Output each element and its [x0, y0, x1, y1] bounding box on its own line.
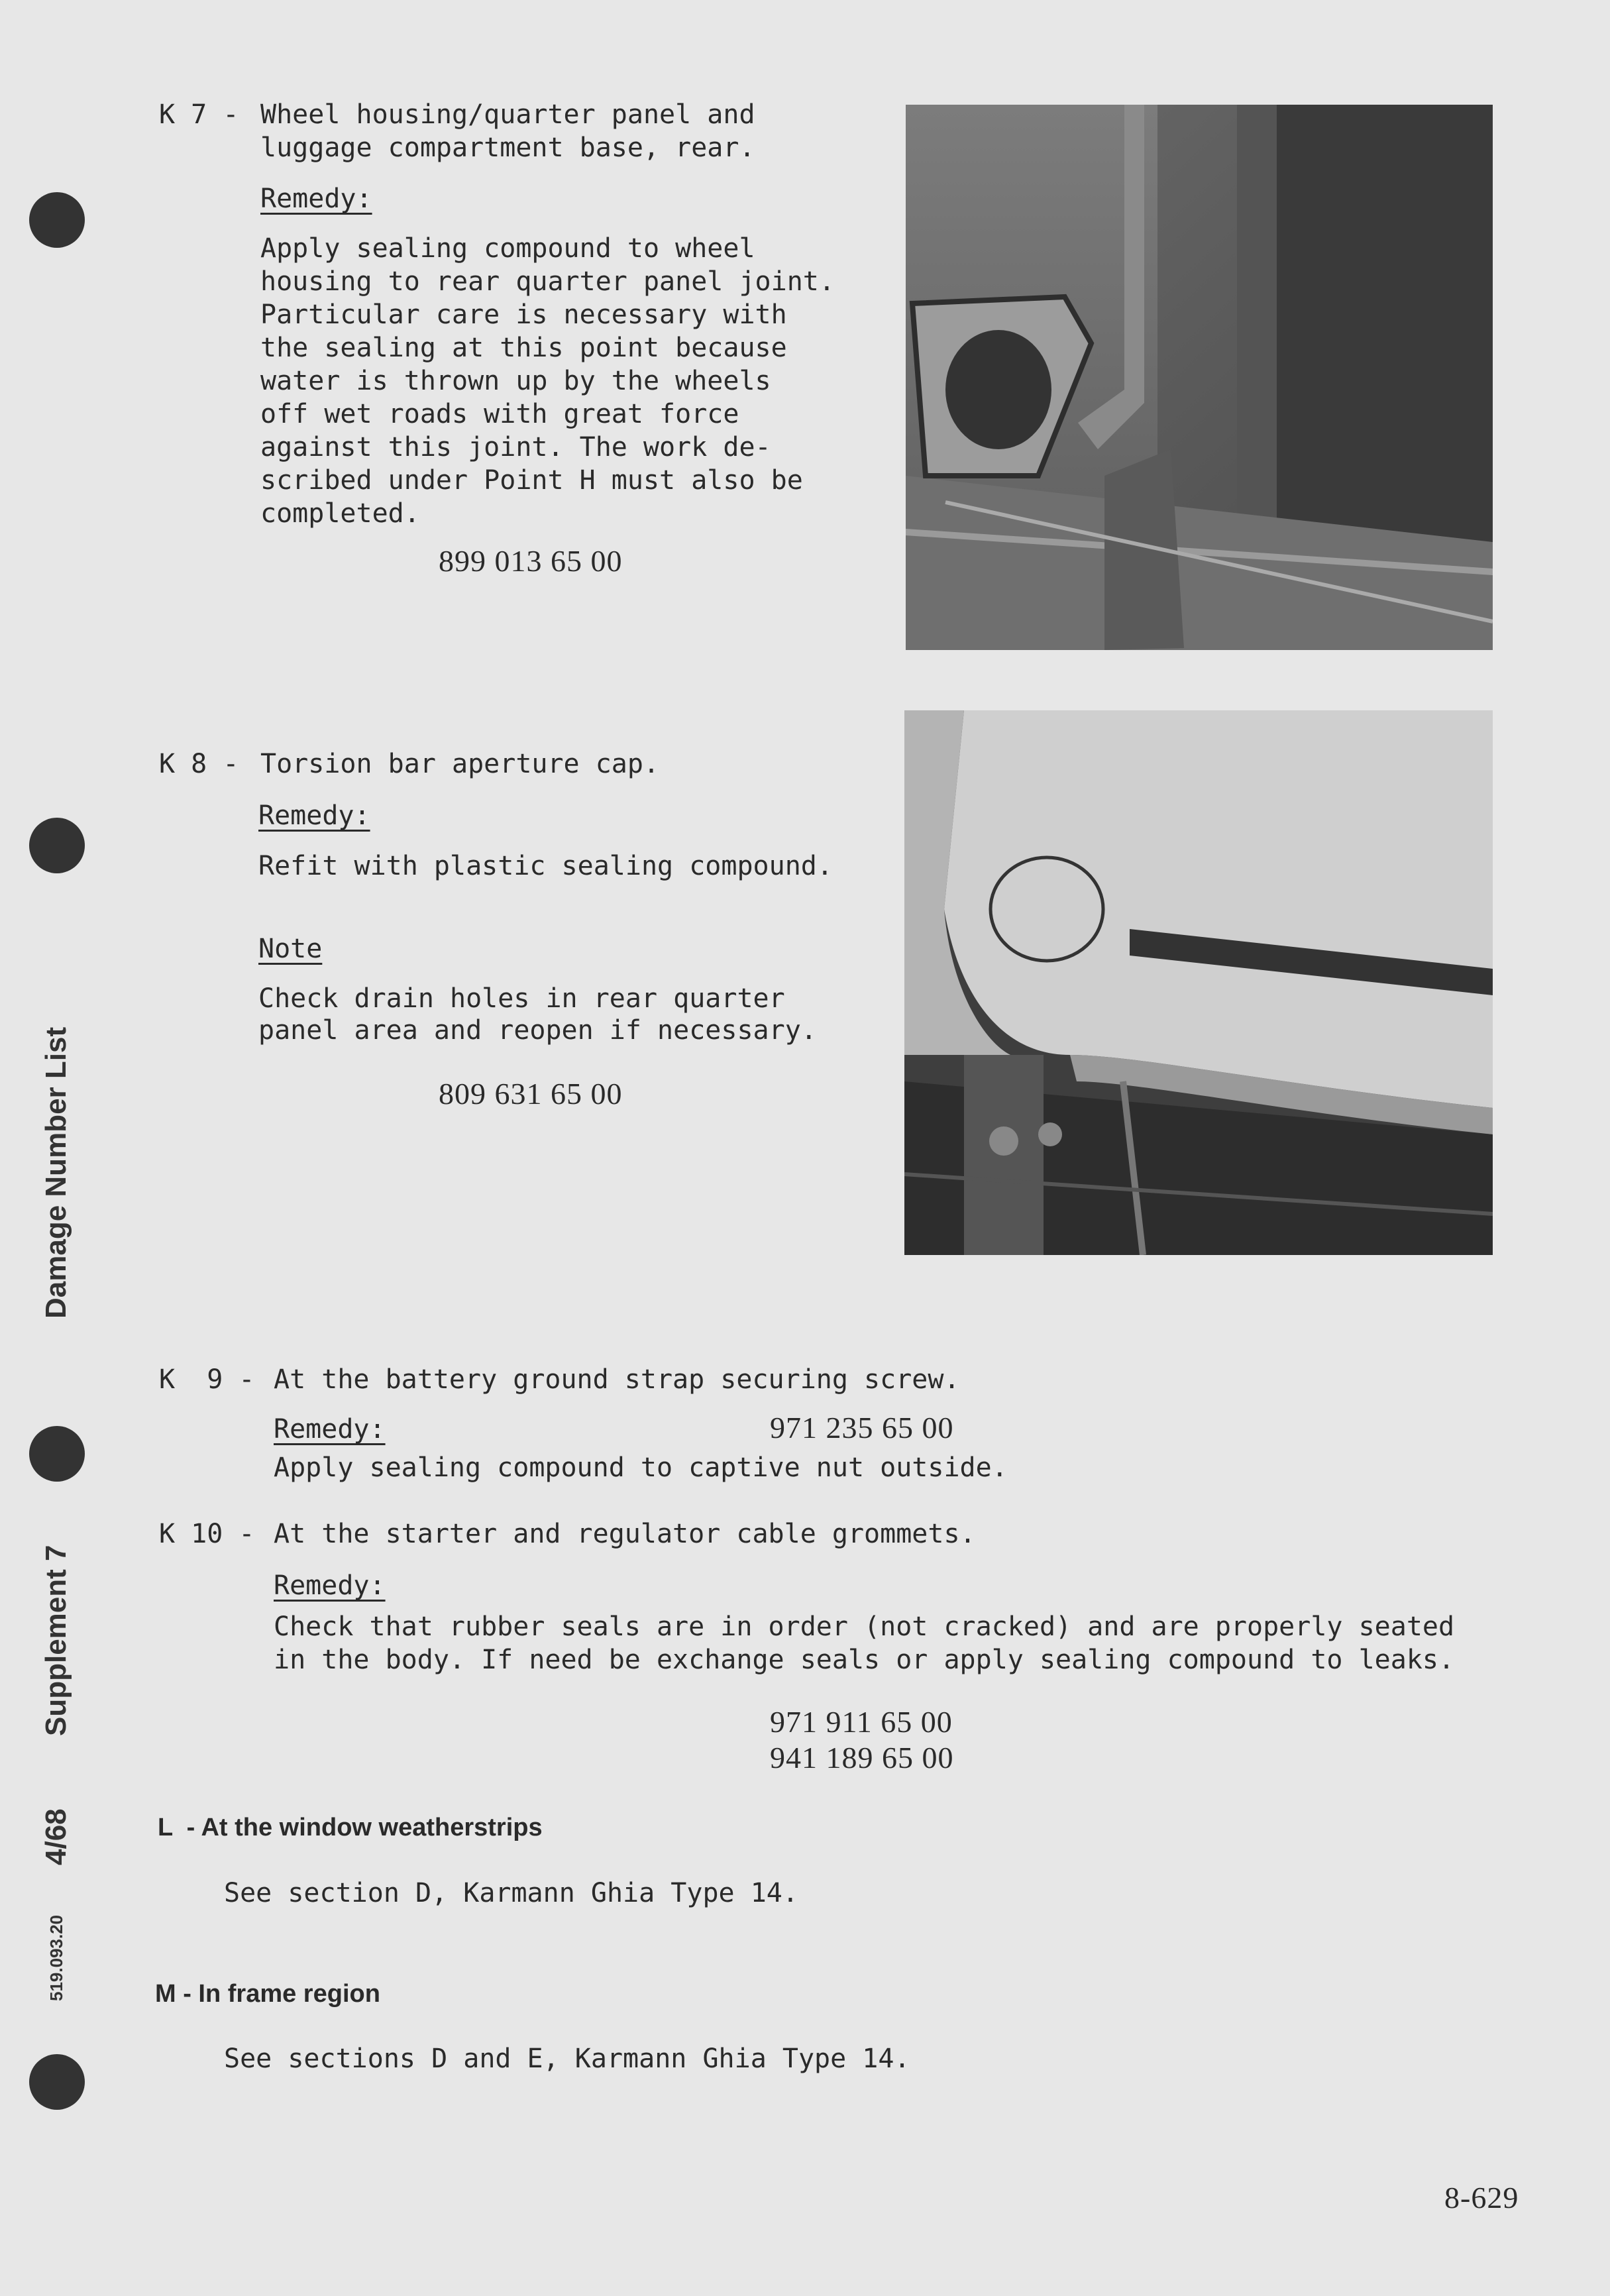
k10-part-number-2: 941 189 65 00: [770, 1741, 954, 1775]
k7-body-line-7: against this joint. The work de-: [260, 432, 771, 463]
k10-part-number-1: 971 911 65 00: [770, 1705, 953, 1739]
k7-body-line-9: completed.: [260, 498, 420, 529]
photo-wheel-housing-image: [906, 105, 1493, 650]
punch-hole: [29, 192, 85, 248]
k10-body-line-1: Check that rubber seals are in order (not cracked) and are properly seated: [274, 1612, 1455, 1642]
k10-remedy-label: Remedy:: [274, 1570, 386, 1601]
k9-remedy-text: Apply sealing compound to captive nut outside.: [274, 1452, 1008, 1483]
k8-title: Torsion bar aperture cap.: [260, 749, 660, 779]
side-label-code: 519.093.20: [46, 1914, 66, 2001]
k7-title-line-1: Wheel housing/quarter panel and: [260, 99, 755, 130]
side-label-damage-list: Damage Number List: [40, 1026, 72, 1319]
k7-part-number: 899 013 65 00: [439, 544, 623, 578]
k8-remedy-text: Refit with plastic sealing compound.: [258, 851, 833, 881]
side-label-supplement: Supplement 7: [40, 1545, 72, 1736]
k7-id: K 7 -: [159, 99, 239, 130]
punch-hole: [29, 2054, 85, 2110]
k10-body-line-2: in the body. If need be exchange seals or apply sealing compound to leaks.: [274, 1645, 1455, 1675]
photo-wheel-housing: [906, 105, 1493, 650]
section-l-text: See section D, Karmann Ghia Type 14.: [224, 1878, 798, 1908]
side-label-date: 4/68: [40, 1808, 72, 1865]
k7-body-line-1: Apply sealing compound to wheel: [260, 233, 755, 264]
k7-body-line-6: off wet roads with great force: [260, 399, 739, 429]
k9-remedy-label: Remedy:: [274, 1414, 386, 1445]
k9-id: K 9 -: [159, 1364, 255, 1395]
photo-torsion-bar-cap-image: [904, 710, 1493, 1255]
punch-hole: [29, 1426, 85, 1482]
k7-remedy-label: Remedy:: [260, 184, 372, 214]
photo-torsion-bar-cap: [904, 710, 1493, 1255]
k7-body-line-3: Particular care is necessary with: [260, 300, 787, 330]
k8-note-line-1: Check drain holes in rear quarter: [258, 983, 785, 1014]
page-number: 8-629: [1444, 2181, 1519, 2214]
section-m-heading: M - In frame region: [155, 1980, 380, 2008]
k10-id: K 10 -: [159, 1519, 255, 1549]
k8-id: K 8 -: [159, 749, 239, 779]
k9-part-number: 971 235 65 00: [770, 1411, 954, 1445]
k8-part-number: 809 631 65 00: [439, 1077, 623, 1111]
k7-body-line-5: water is thrown up by the wheels: [260, 366, 771, 396]
section-l-heading: L - At the window weatherstrips: [158, 1814, 543, 1841]
punch-hole: [29, 818, 85, 873]
k8-note-label: Note: [258, 934, 323, 964]
k8-note-line-2: panel area and reopen if necessary.: [258, 1015, 817, 1046]
k9-title: At the battery ground strap securing screw.: [274, 1364, 960, 1395]
k7-body-line-4: the sealing at this point because: [260, 333, 787, 363]
k7-body-line-8: scribed under Point H must also be: [260, 465, 803, 496]
section-m-text: See sections D and E, Karmann Ghia Type 14.: [224, 2044, 910, 2074]
k10-title: At the starter and regulator cable grommets.: [274, 1519, 976, 1549]
k7-body-line-2: housing to rear quarter panel joint.: [260, 266, 835, 297]
k7-title-line-2: luggage compartment base, rear.: [260, 133, 755, 163]
k8-remedy-label: Remedy:: [258, 800, 370, 831]
